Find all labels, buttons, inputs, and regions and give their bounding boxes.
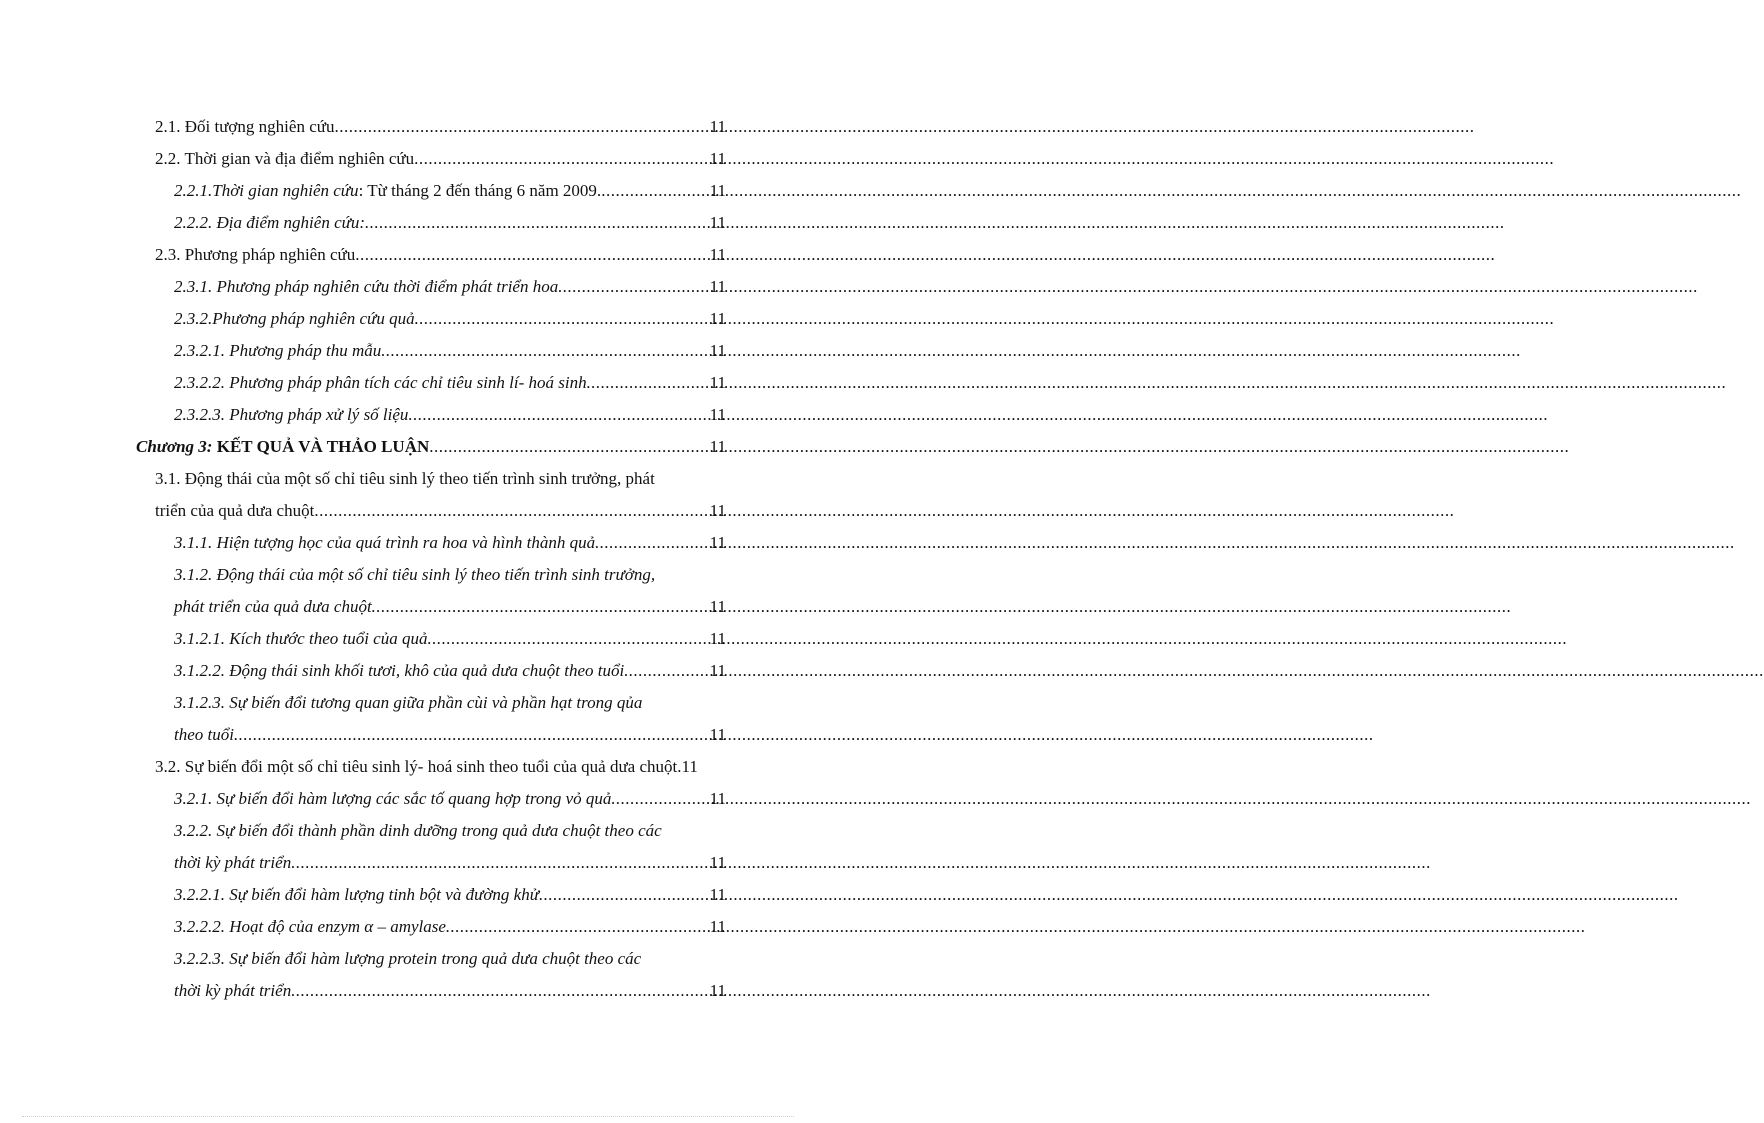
toc-entry-text: 3.1.2.1. Kích thước theo tuổi của quả bbox=[174, 629, 428, 648]
toc-page-number: 11 bbox=[709, 533, 726, 552]
toc-entry-3-2-2-line2[interactable] bbox=[174, 852, 726, 874]
toc-leader-dots bbox=[446, 916, 710, 938]
toc-entry-3-2-2-3-line1[interactable] bbox=[174, 948, 726, 970]
toc-leader-dots bbox=[291, 852, 709, 874]
toc-page-number: 11 bbox=[709, 309, 726, 328]
toc-page-number: 11 bbox=[709, 213, 726, 232]
toc-page-number: 11 bbox=[709, 917, 726, 936]
toc-entry-3-2-2-1[interactable] bbox=[174, 884, 726, 906]
toc-entry-text: thời kỳ phát triển bbox=[174, 981, 292, 1000]
toc-entry-3-1-2-1[interactable] bbox=[174, 628, 726, 650]
toc-entry-text: 3.1.1. Hiện tượng học của quá trình ra hoa và hình thành quả bbox=[174, 533, 596, 552]
toc-page-number: 11 bbox=[709, 437, 726, 456]
toc-entry-3-1-line2[interactable] bbox=[155, 500, 726, 522]
toc-leader-dots bbox=[539, 884, 710, 906]
toc-entry-3-2-2-3-line2[interactable] bbox=[174, 980, 726, 1002]
toc-entry-text: 2.2. Thời gian và địa điểm nghiên cứu bbox=[155, 149, 415, 168]
toc-leader-dots bbox=[372, 596, 710, 618]
toc-entry-text: 3.2.2.2. Hoạt độ của enzym α – amylase bbox=[174, 917, 446, 936]
chapter-title: KẾT QUẢ VÀ THẢO LUẬN bbox=[212, 437, 430, 456]
toc-entry-text: 3.2.2.3. Sự biến đổi hàm lượng protein trong quả dưa chuột theo các bbox=[174, 949, 642, 968]
toc-leader-dots bbox=[408, 404, 709, 426]
toc-leader-dots bbox=[355, 244, 709, 266]
toc-entry-text: 3.1.2.3. Sự biến đổi tương quan giữa phần cùi và phần hạt trong qủa bbox=[174, 693, 643, 712]
toc-entry-3-2-1[interactable] bbox=[174, 788, 726, 810]
toc-entry-2-3-2-1[interactable] bbox=[174, 340, 726, 362]
toc-leader-dots bbox=[587, 372, 710, 394]
toc-entry-text: 2.3.2.Phương pháp nghiên cứu quả bbox=[174, 309, 415, 328]
toc-leader-dots bbox=[427, 628, 709, 650]
toc-entry-3-1-1[interactable] bbox=[174, 532, 726, 554]
toc-leader-dots bbox=[624, 660, 709, 682]
toc-entry-2-3-2[interactable] bbox=[174, 308, 726, 330]
toc-page-number: 11 bbox=[709, 277, 726, 296]
toc-page-number: 11 bbox=[709, 789, 726, 808]
toc-entry-3-1-2-3-line2[interactable] bbox=[174, 724, 726, 746]
toc-entry-2-3[interactable] bbox=[155, 244, 726, 266]
toc-page-number: 11 bbox=[709, 661, 726, 680]
toc-leader-dots bbox=[611, 788, 709, 810]
toc-entry-text: 2.3.2.3. Phương pháp xử lý số liệu bbox=[174, 405, 409, 424]
toc-entry-2-3-2-3[interactable] bbox=[174, 404, 726, 426]
toc-entry-text: thời kỳ phát triển bbox=[174, 853, 292, 872]
toc-page-number: 11 bbox=[709, 629, 726, 648]
toc-entry-3-2-2-line1[interactable] bbox=[174, 820, 726, 842]
document-page bbox=[0, 0, 816, 1123]
toc-page-number: 11 bbox=[709, 501, 726, 520]
toc-page-number: 11 bbox=[709, 149, 726, 168]
toc-entry-2-2-1[interactable] bbox=[174, 180, 726, 202]
page-bottom-divider bbox=[22, 1116, 794, 1117]
toc-entry-3-1-2-line2[interactable] bbox=[174, 596, 726, 618]
toc-page-number: 11 bbox=[681, 757, 698, 776]
toc-leader-dots bbox=[429, 436, 709, 458]
toc-entry-2-1[interactable] bbox=[155, 116, 726, 138]
toc-entry-3-2[interactable] bbox=[155, 756, 726, 778]
toc-entry-text: 2.1. Đối tượng nghiên cứu bbox=[155, 117, 335, 136]
toc-page-number: 11 bbox=[709, 981, 726, 1000]
toc-leader-dots bbox=[601, 180, 709, 202]
toc-entry-chapter-3[interactable] bbox=[136, 436, 726, 458]
toc-leader-dots bbox=[595, 532, 710, 554]
toc-leader-dots bbox=[234, 724, 710, 746]
toc-page-number: 11 bbox=[709, 245, 726, 264]
toc-entry-text: 3.1.2. Động thái của một số chỉ tiêu sinh lý theo tiến trình sinh trưởng, bbox=[174, 565, 656, 584]
toc-leader-dots bbox=[291, 980, 709, 1002]
toc-leader-dots bbox=[415, 308, 710, 330]
toc-entry-text: 3.1.2.2. Động thái sinh khối tươi, khô của quả dưa chuột theo tuổi bbox=[174, 661, 625, 680]
toc-leader-dots bbox=[314, 500, 709, 522]
toc-entry-text-normal: : Từ tháng 2 đến tháng 6 năm 2009. bbox=[358, 181, 602, 200]
toc-entry-text: 2.3.1. Phương pháp nghiên cứu thời điểm phát triển hoa bbox=[174, 277, 559, 296]
toc-entry-text bbox=[136, 436, 429, 458]
toc-page-number: 11 bbox=[709, 373, 726, 392]
toc-entry-2-3-2-2[interactable] bbox=[174, 372, 726, 394]
toc-entry-3-1-2-3-line1[interactable] bbox=[174, 692, 726, 714]
toc-entry-text: triển của quả dưa chuột bbox=[155, 501, 315, 520]
toc-leader-dots bbox=[558, 276, 709, 298]
toc-page-number: 11 bbox=[709, 885, 726, 904]
toc-page-number: 11 bbox=[709, 181, 726, 200]
toc-entry-text: theo tuổi bbox=[174, 725, 234, 744]
toc-entry-text-italic: 2.2.1.Thời gian nghiên cứu bbox=[174, 181, 359, 200]
toc-entry-2-2-2[interactable] bbox=[174, 212, 726, 234]
toc-leader-dots bbox=[334, 116, 709, 138]
toc-page-number: 11 bbox=[709, 853, 726, 872]
toc-entry-text: 2.3.2.1. Phương pháp thu mẫu bbox=[174, 341, 382, 360]
toc-entry-text bbox=[174, 180, 601, 202]
toc-entry-text: 3.2.2.1. Sự biến đổi hàm lượng tinh bột và đường khử bbox=[174, 885, 539, 904]
toc-entry-text: 3.2.2. Sự biến đổi thành phần dinh dưỡng trong quả dưa chuột theo các bbox=[174, 821, 662, 840]
toc-entry-3-2-2-2[interactable] bbox=[174, 916, 726, 938]
toc-page-number: 11 bbox=[709, 597, 726, 616]
chapter-label: Chương 3: bbox=[136, 437, 213, 456]
toc-entry-text: 2.3. Phương pháp nghiên cứu bbox=[155, 245, 356, 264]
toc-page-number: 11 bbox=[709, 117, 726, 136]
toc-leader-dots bbox=[365, 212, 710, 234]
toc-entry-text: 3.2. Sự biến đổi một số chỉ tiêu sinh lý- hoá sinh theo tuổi của quả dưa chuột. bbox=[155, 757, 682, 776]
toc-leader-dots bbox=[381, 340, 709, 362]
toc-page-number: 11 bbox=[709, 405, 726, 424]
toc-entry-3-1-2-2[interactable] bbox=[174, 660, 726, 682]
toc-page-number: 11 bbox=[709, 725, 726, 744]
toc-leader-dots bbox=[414, 148, 709, 170]
toc-entry-3-1-line1[interactable] bbox=[155, 468, 726, 490]
toc-entry-text: 3.2.1. Sự biến đổi hàm lượng các sắc tố quang hợp trong vỏ quả bbox=[174, 789, 612, 808]
toc-entry-2-3-1[interactable] bbox=[174, 276, 726, 298]
toc-entry-3-1-2-line1[interactable] bbox=[174, 564, 726, 586]
toc-entry-text: 3.1. Động thái của một số chỉ tiêu sinh lý theo tiến trình sinh trưởng, phát bbox=[155, 469, 655, 488]
toc-page-number: 11 bbox=[709, 341, 726, 360]
toc-entry-text: 2.3.2.2. Phương pháp phân tích các chỉ tiêu sinh lí- hoá sinh bbox=[174, 373, 587, 392]
toc-entry-text: phát triển của quả dưa chuột bbox=[174, 597, 372, 616]
toc-entry-text: 2.2.2. Địa điểm nghiên cứu: bbox=[174, 213, 366, 232]
toc-entry-2-2[interactable] bbox=[155, 148, 726, 170]
